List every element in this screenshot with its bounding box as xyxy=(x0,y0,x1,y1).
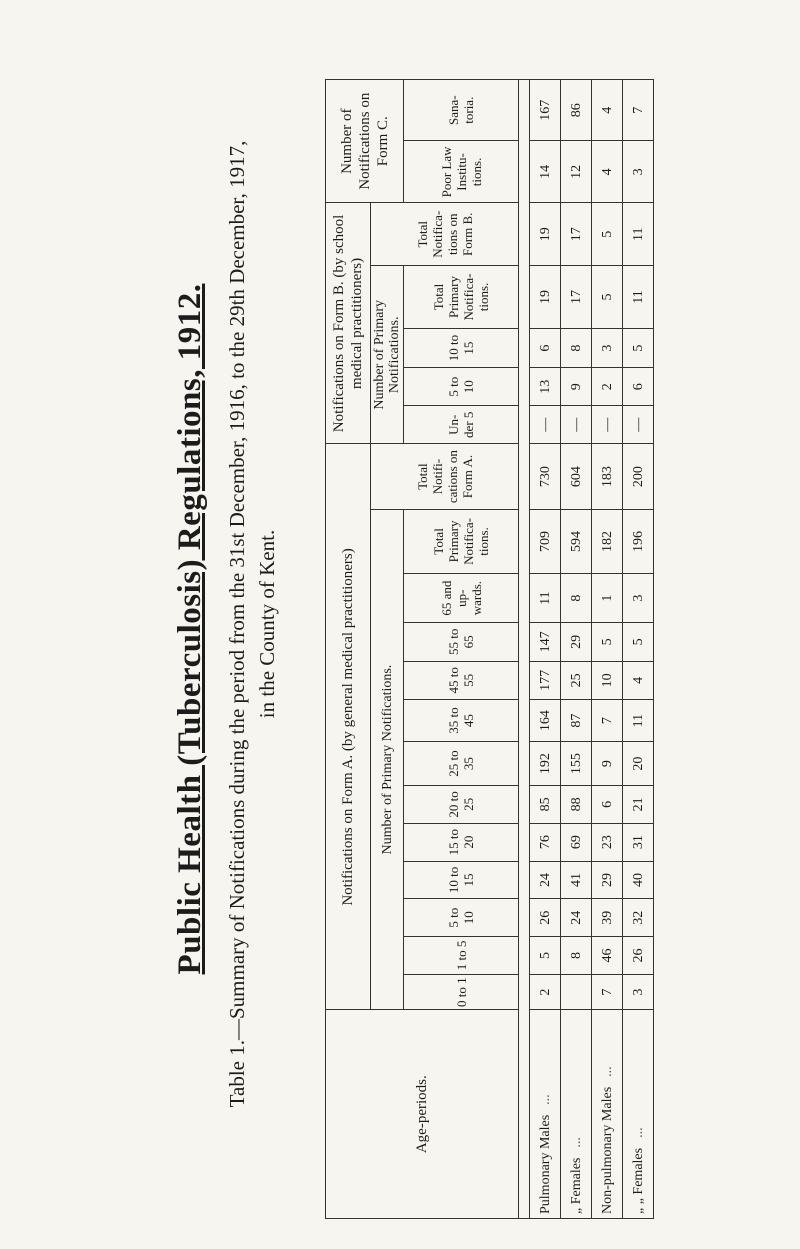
table-cell: 19 xyxy=(530,203,561,266)
col-header-a-11: Total Primary Notifica-tions. xyxy=(404,509,519,574)
table-cell: 8 xyxy=(561,574,592,623)
table-cell: 11 xyxy=(530,574,561,623)
table-cell: 8 xyxy=(561,328,592,367)
form-b-total-header: Total Notifica-tions on Form B. xyxy=(371,203,519,266)
spacer-cell xyxy=(519,80,530,1219)
table-cell: 9 xyxy=(561,368,592,406)
table-cell: 1 xyxy=(592,574,623,623)
col-header-b-2: 10 to 15 xyxy=(404,328,519,367)
table-cell: 29 xyxy=(592,861,623,899)
table-cell: 86 xyxy=(561,80,592,141)
row-label xyxy=(530,1010,561,1219)
form-a-primary-header: Number of Primary Notifications. xyxy=(371,509,404,1010)
table-cell: 13 xyxy=(530,368,561,406)
table-cell: 19 xyxy=(530,266,561,329)
table-cell: 730 xyxy=(530,444,561,509)
table-cell: 10 xyxy=(592,661,623,700)
table-cell: 6 xyxy=(530,328,561,367)
table-cell: 26 xyxy=(530,899,561,937)
table-row xyxy=(561,80,592,1219)
col-header-c-1: Sana-toria. xyxy=(404,80,519,141)
col-header-a-5: 20 to 25 xyxy=(404,786,519,824)
table-row xyxy=(530,80,561,1219)
leader-dots: ... xyxy=(630,1127,646,1138)
table-cell: 11 xyxy=(623,203,654,266)
age-periods-header: Age-periods. xyxy=(326,1010,519,1219)
table-cell: 3 xyxy=(623,974,654,1010)
table-cell: 183 xyxy=(592,444,623,509)
table-cell: 594 xyxy=(561,509,592,574)
table-cell: 2 xyxy=(592,368,623,406)
table-cell: 5 xyxy=(530,937,561,975)
table-cell: 7 xyxy=(623,80,654,141)
form-a-total-header: Total Notifi-cations on Form A. xyxy=(371,444,519,509)
table-cell: 14 xyxy=(530,141,561,203)
table-cell: 192 xyxy=(530,742,561,786)
table-cell: 3 xyxy=(623,574,654,623)
table-cell: 5 xyxy=(592,266,623,329)
table-cell: 164 xyxy=(530,700,561,742)
table-row xyxy=(623,80,654,1219)
row-label-text: Pulmonary Males xyxy=(537,1114,553,1214)
row-label xyxy=(592,1010,623,1219)
col-header-a-4: 15 to 20 xyxy=(404,823,519,861)
form-b-group-header: Notifications on Form B. (by school medical practitioners) xyxy=(326,203,371,444)
table-cell: 3 xyxy=(592,328,623,367)
table-cell: 177 xyxy=(530,661,561,700)
table-cell: 167 xyxy=(530,80,561,141)
table-cell: 7 xyxy=(592,974,623,1010)
leader-dots: ... xyxy=(537,1094,553,1105)
table-cell: — xyxy=(592,406,623,444)
table-caption xyxy=(222,69,282,1179)
table-cell: 31 xyxy=(623,823,654,861)
table-cell: 6 xyxy=(623,368,654,406)
table-cell: 5 xyxy=(592,203,623,266)
col-header-a-10: 65 and up-wards. xyxy=(404,574,519,623)
caption-line-1: Table 1.—Summary of Notifications during the period from the 31st December, 1916, to the 29th December, 1917, xyxy=(225,140,249,1108)
leader-dots: ... xyxy=(568,1137,584,1148)
table-cell: — xyxy=(623,406,654,444)
table-cell: — xyxy=(561,406,592,444)
row-label-text: Non-pulmonary Males xyxy=(599,1086,615,1214)
table-cell: 23 xyxy=(592,823,623,861)
table-cell: 4 xyxy=(592,141,623,203)
table-cell: — xyxy=(530,406,561,444)
row-label xyxy=(561,1010,592,1219)
form-b-primary-header: Number of Primary Notifications. xyxy=(371,266,404,444)
col-header-b-0: Un-der 5 xyxy=(404,406,519,444)
table-cell: 85 xyxy=(530,786,561,824)
table-cell: 41 xyxy=(561,861,592,899)
table-cell: 604 xyxy=(561,444,592,509)
caption-line-2: in the County of Kent. xyxy=(255,529,279,719)
table-cell: 5 xyxy=(623,623,654,662)
table-cell: 6 xyxy=(592,786,623,824)
table-cell: 196 xyxy=(623,509,654,574)
table-cell: 87 xyxy=(561,700,592,742)
table-cell: 69 xyxy=(561,823,592,861)
table-cell: 17 xyxy=(561,203,592,266)
table-cell: 9 xyxy=(592,742,623,786)
col-header-a-6: 25 to 35 xyxy=(404,742,519,786)
table-cell: 25 xyxy=(561,661,592,700)
table-cell: 12 xyxy=(561,141,592,203)
table-cell: 24 xyxy=(561,899,592,937)
table-cell: 46 xyxy=(592,937,623,975)
table-cell: 11 xyxy=(623,700,654,742)
table-cell: 182 xyxy=(592,509,623,574)
table-cell: 4 xyxy=(623,661,654,700)
form-c-group-header: Number of Notifications on Form C. xyxy=(326,80,404,203)
col-header-a-7: 35 to 45 xyxy=(404,700,519,742)
col-header-b-3: Total Primary Notifica-tions. xyxy=(404,266,519,329)
col-header-a-2: 5 to 10 xyxy=(404,899,519,937)
table-cell: 147 xyxy=(530,623,561,662)
table-cell: 20 xyxy=(623,742,654,786)
table-cell: 26 xyxy=(623,937,654,975)
spacer-row xyxy=(519,80,530,1219)
table-cell: 21 xyxy=(623,786,654,824)
table-cell: 11 xyxy=(623,266,654,329)
page-title: Public Health (Tuberculosis) Regulations, 1912. xyxy=(172,283,208,975)
table-cell: 17 xyxy=(561,266,592,329)
table-cell: 39 xyxy=(592,899,623,937)
leader-dots: ... xyxy=(599,1066,615,1077)
table-cell: 88 xyxy=(561,786,592,824)
col-header-c-0: Poor Law Institu-tions. xyxy=(404,141,519,203)
table-cell: 32 xyxy=(623,899,654,937)
form-a-group-header: Notifications on Form A. (by general medical practitioners) xyxy=(326,444,371,1010)
col-header-a-1: 1 to 5 xyxy=(404,937,519,975)
col-header-a-8: 45 to 55 xyxy=(404,661,519,700)
table-cell: 24 xyxy=(530,861,561,899)
table-cell: 7 xyxy=(592,700,623,742)
table-cell: 2 xyxy=(530,974,561,1010)
table-cell: 29 xyxy=(561,623,592,662)
col-header-b-1: 5 to 10 xyxy=(404,368,519,406)
table-cell: 709 xyxy=(530,509,561,574)
table-cell: 4 xyxy=(592,80,623,141)
table-cell: 3 xyxy=(623,141,654,203)
col-header-a-9: 55 to 65 xyxy=(404,623,519,662)
table-cell: 40 xyxy=(623,861,654,899)
table-cell: 8 xyxy=(561,937,592,975)
table-body xyxy=(519,80,654,1219)
col-header-a-0: 0 to 1 xyxy=(404,974,519,1010)
row-label-text: „ „ Females xyxy=(630,1147,646,1214)
notifications-table xyxy=(325,79,654,1219)
table-cell: 5 xyxy=(592,623,623,662)
row-label-text: „ Females xyxy=(568,1157,584,1214)
col-header-a-3: 10 to 15 xyxy=(404,861,519,899)
row-label xyxy=(623,1010,654,1219)
table-cell: 155 xyxy=(561,742,592,786)
table-row xyxy=(592,80,623,1219)
table-cell: 76 xyxy=(530,823,561,861)
table-cell: 5 xyxy=(623,328,654,367)
table-cell: 200 xyxy=(623,444,654,509)
table-cell xyxy=(561,974,592,1010)
